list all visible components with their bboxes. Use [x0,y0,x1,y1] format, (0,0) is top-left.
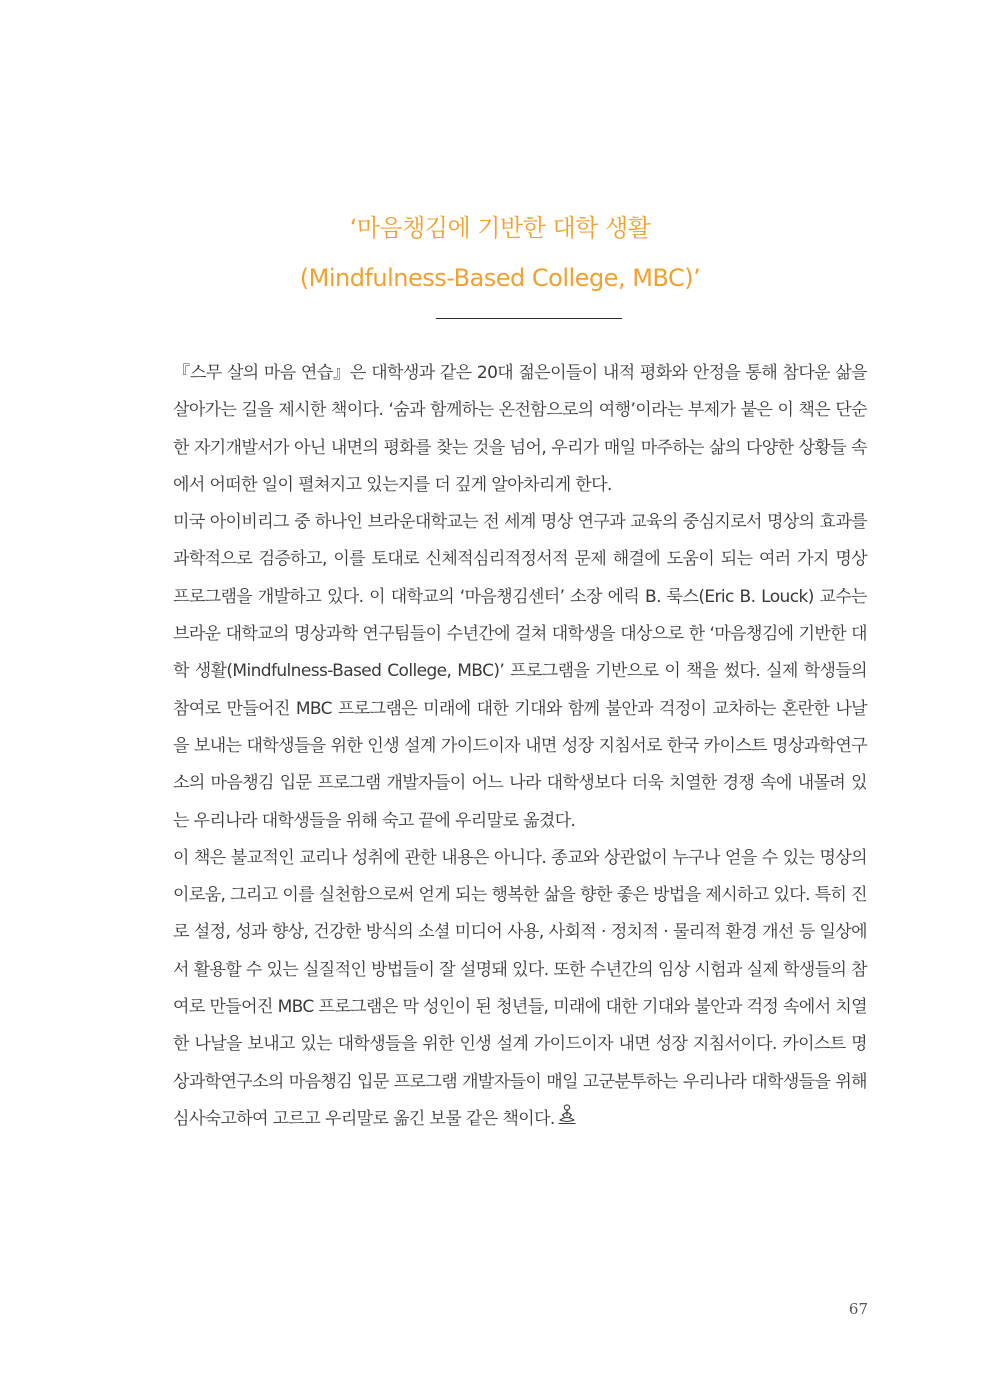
title-divider [436,318,622,319]
meditating-figure-icon [557,1103,577,1140]
paragraph-1: 『스무 살의 마음 연습』은 대학생과 같은 20대 젊은이들이 내적 평화와 안정을 통해 참다운 삶을 살아가는 길을 제시한 책이다. ‘숨과 함께하는 온전함으로의 여행’이라는 부제가 붙은 이 책은 단순한 자기개발서가 아닌 내면의 평화를 찾는 것을 넘어, 우리가 매일 마주하는 삶의 다양한 상황들 속에서 어떠한 일이 펼쳐지고 있는지를 더 깊게 알아차리게 한다. [173,363,867,495]
article-body [173,355,867,1140]
paragraph-2: 미국 아이비리그 중 하나인 브라운대학교는 전 세계 명상 연구과 교육의 중심지로서 명상의 효과를 과학적으로 검증하고, 이를 토대로 신체적심리적정서적 문제 해결에 도움이 되는 여러 가지 명상 프로그램을 개발하고 있다. 이 대학교의 ‘마음챙김센터’ 소장 에릭 B. 룩스(Eric B. Louck) 교수는 브라운 대학교의 명상과학 연구팀들이 수년간에 걸쳐 대학생을 대상으로 한 ‘마음챙김에 기반한 대학 생활(Mindfulness-Based College, MBC)’ 프로그램을 기반으로 이 책을 썼다. 실제 학생들의 참여로 만들어진 MBC 프로그램은 미래에 대한 기대와 함께 불안과 걱정이 교차하는 혼란한 나날을 보내는 대학생들을 위한 인생 설계 가이드이자 내면 성장 지침서로 한국 카이스트 명상과학연구소의 마음챙김 입문 프로그램 개발자들이 어느 나라 대학생보다 더욱 치열한 경쟁 속에 내몰려 있는 우리나라 대학생들을 위해 숙고 끝에 우리말로 옮겼다. [173,512,867,831]
page-number: 67 [848,1300,868,1318]
title-line-1: ‘마음챙김에 기반한 대학 생활 [349,214,651,242]
paragraph-3 [173,840,867,1140]
title-line-2: (Mindfulness-Based College, MBC)’ [299,264,701,292]
paragraph-3-text: 이 책은 불교적인 교리나 성취에 관한 내용은 아니다. 종교와 상관없이 누구나 얻을 수 있는 명상의 이로움, 그리고 이를 실천함으로써 얻게 되는 행복한 삶을 향한 좋은 방법을 제시하고 있다. 특히 진로 설정, 성과 향상, 건강한 방식의 소셜 미디어 사용, 사회적 · 정치적 · 물리적 환경 개선 등 일상에서 활용할 수 있는 실질적인 방법들이 잘 설명돼 있다. 또한 수년간의 임상 시험과 실제 학생들의 참여로 만들어진 MBC 프로그램은 막 성인이 된 청년들, 미래에 대한 기대와 불안과 걱정 속에서 치열한 나날을 보내고 있는 대학생들을 위한 인생 설계 가이드이자 내면 성장 지침서이다. 카이스트 명상과학연구소의 마음챙김 입문 프로그램 개발자들이 매일 고군분투하는 우리나라 대학생들을 위해 심사숙고하여 고르고 우리말로 옮긴 보물 같은 책이다. [173,847,867,1129]
article-title [0,203,1000,303]
